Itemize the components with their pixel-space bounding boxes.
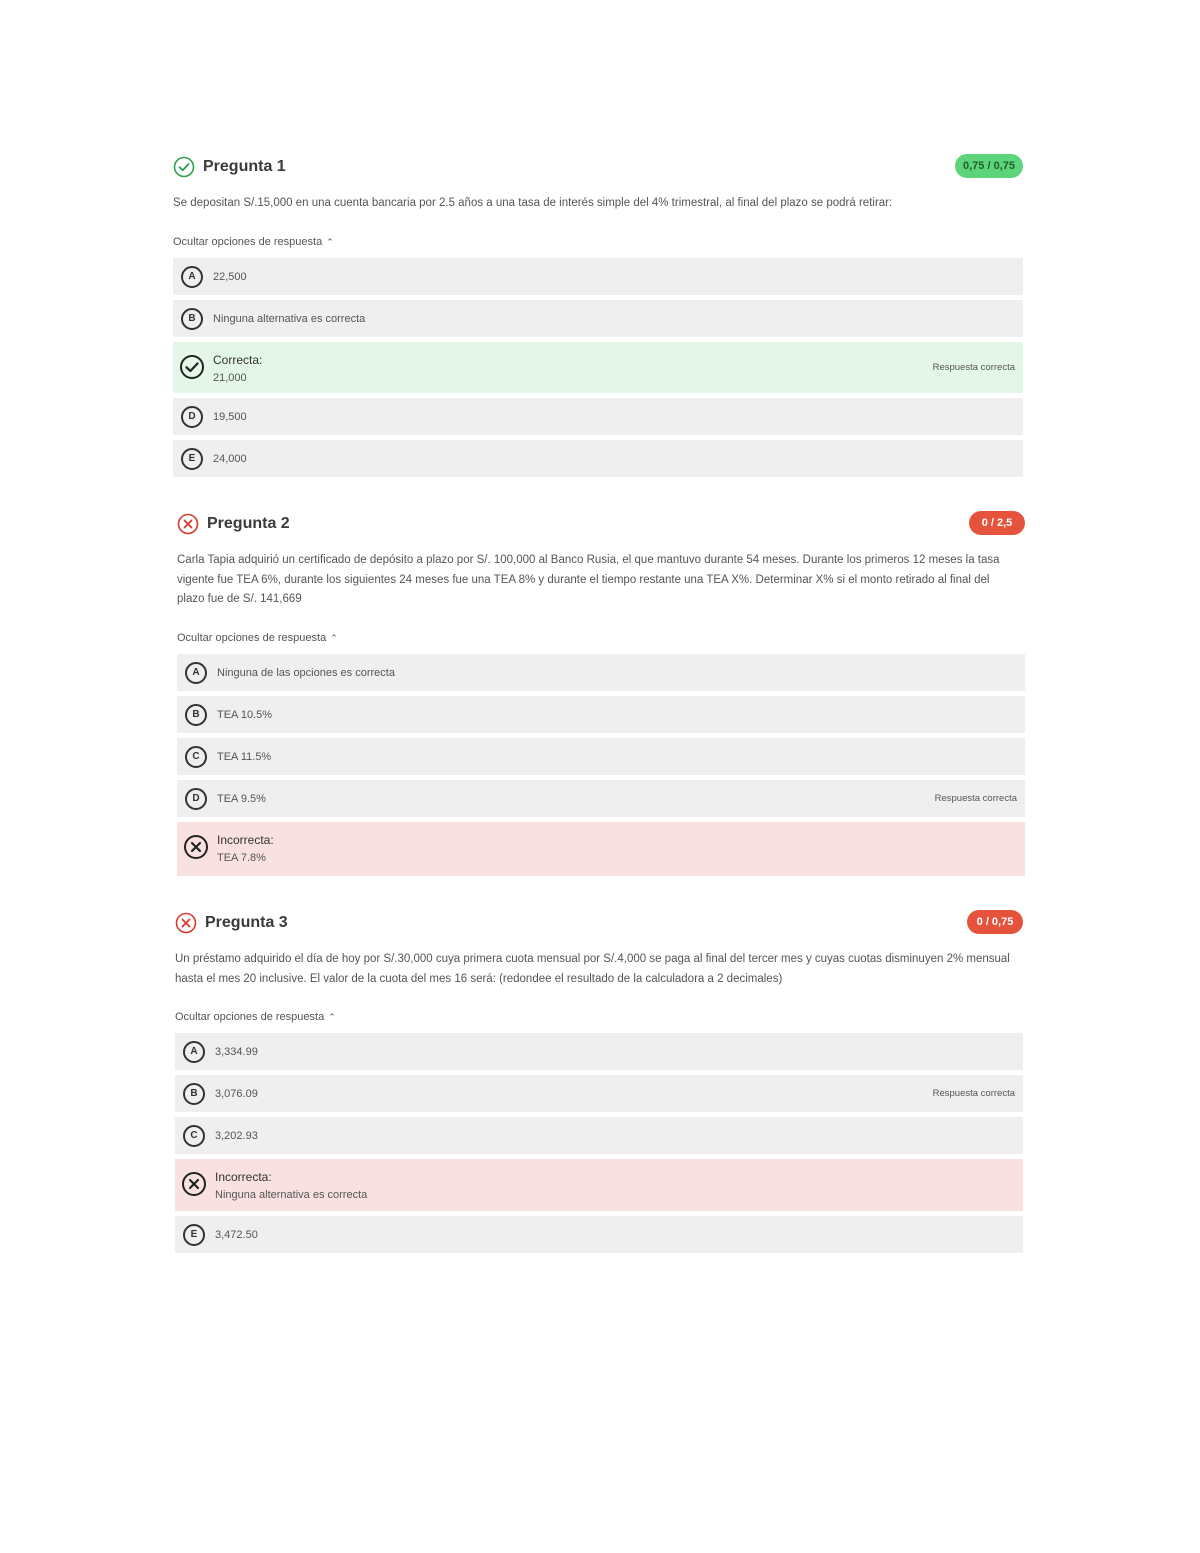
answer-option[interactable] bbox=[177, 654, 1025, 691]
question-1 bbox=[173, 152, 1023, 482]
correct-answer-note: Respuesta correcta bbox=[932, 1088, 1015, 1099]
x-circle-icon bbox=[183, 834, 209, 860]
correct-check-icon bbox=[173, 156, 195, 178]
option-text-block bbox=[213, 351, 262, 387]
score-badge: 0 / 2,5 bbox=[969, 511, 1025, 535]
question-header bbox=[173, 152, 1023, 182]
answer-option-selected-incorrect[interactable] bbox=[175, 1159, 1023, 1211]
answer-status-label: Correcta: bbox=[213, 352, 263, 367]
question-3 bbox=[175, 908, 1023, 1258]
option-letter: D bbox=[185, 788, 207, 810]
question-title: Pregunta 2 bbox=[207, 515, 290, 532]
option-letter: B bbox=[181, 308, 203, 330]
answer-option[interactable] bbox=[173, 398, 1023, 435]
answer-option[interactable] bbox=[177, 780, 1025, 817]
answer-option[interactable] bbox=[177, 738, 1025, 775]
score-badge: 0,75 / 0,75 bbox=[955, 154, 1023, 178]
question-title: Pregunta 1 bbox=[203, 158, 286, 175]
option-text-block bbox=[215, 1168, 367, 1204]
chevron-up-icon: ⌃ bbox=[330, 632, 338, 643]
question-text: Un préstamo adquirido el día de hoy por S/.30,000 cuya primera cuota mensual por S/.4,000 se paga al final del tercer mes y cuyas cuotas disminuyen 2% mensual hasta el mes 20 inclusive. El valor de la cuota del mes 16 será: (redondee el resultado de la calculadora a 2 decimales) bbox=[175, 953, 1010, 985]
option-text: 19,500 bbox=[213, 410, 247, 423]
answer-option-selected-incorrect[interactable] bbox=[177, 822, 1025, 876]
hide-options-toggle[interactable] bbox=[173, 234, 1023, 250]
option-letter: A bbox=[181, 266, 203, 288]
option-letter: A bbox=[183, 1041, 205, 1063]
answer-option[interactable] bbox=[177, 696, 1025, 733]
option-text-block bbox=[217, 831, 274, 867]
question-text: Carla Tapia adquirió un certificado de depósito a plazo por S/. 100,000 al Banco Rusia, el que mantuvo durante 54 meses. Durante los primeros 12 meses la tasa vigente fue TEA 6%, durante los siguientes 24 meses fue una TEA 8% y durante el tiempo restante una TEA X%. Determinar X% si el monto retirado al final del plazo fue de S/. 141,669 bbox=[177, 554, 1000, 605]
incorrect-x-icon bbox=[177, 513, 199, 535]
question-text: Se depositan S/.15,000 en una cuenta bancaria por 2.5 años a una tasa de interés simple del 4% trimestral, al final del plazo se podrá retirar: bbox=[173, 197, 893, 209]
option-text: 21,000 bbox=[213, 371, 247, 384]
question-2 bbox=[177, 509, 1025, 881]
option-letter: D bbox=[181, 406, 203, 428]
answer-option[interactable] bbox=[173, 300, 1023, 337]
option-letter: B bbox=[183, 1083, 205, 1105]
option-text: TEA 7.8% bbox=[217, 851, 266, 864]
correct-answer-note: Respuesta correcta bbox=[934, 792, 1017, 804]
toggle-label: Ocultar opciones de respuesta bbox=[173, 235, 323, 248]
answer-option[interactable] bbox=[175, 1216, 1023, 1253]
option-text: TEA 11.5% bbox=[217, 750, 272, 763]
chevron-up-icon: ⌃ bbox=[326, 236, 334, 247]
option-text: TEA 10.5% bbox=[217, 708, 273, 721]
score-badge: 0 / 0,75 bbox=[967, 910, 1023, 934]
option-text: Ninguna de las opciones es correcta bbox=[217, 666, 395, 679]
hide-options-toggle[interactable] bbox=[175, 1009, 1023, 1025]
option-text: Ninguna alternativa es correcta bbox=[213, 312, 366, 325]
answer-option[interactable] bbox=[175, 1033, 1023, 1070]
answer-option[interactable] bbox=[173, 440, 1023, 477]
answer-option[interactable] bbox=[173, 258, 1023, 295]
option-letter: E bbox=[181, 448, 203, 470]
toggle-label: Ocultar opciones de respuesta bbox=[175, 1011, 325, 1023]
option-text: 3,472.50 bbox=[215, 1229, 258, 1241]
answer-option-selected-correct[interactable] bbox=[173, 342, 1023, 393]
option-text: 22,500 bbox=[213, 270, 247, 283]
option-text: 24,000 bbox=[213, 452, 247, 465]
option-text: Ninguna alternativa es correcta bbox=[215, 1189, 368, 1201]
check-circle-icon bbox=[179, 354, 205, 380]
hide-options-toggle[interactable] bbox=[177, 630, 1025, 646]
option-letter: B bbox=[185, 704, 207, 726]
answer-option[interactable] bbox=[175, 1117, 1023, 1154]
option-text: TEA 9.5% bbox=[217, 792, 266, 805]
option-letter: C bbox=[185, 746, 207, 768]
question-header bbox=[177, 509, 1025, 539]
answer-status-label: Incorrecta: bbox=[215, 1170, 272, 1184]
answer-status-label: Incorrecta: bbox=[217, 832, 274, 847]
toggle-label: Ocultar opciones de respuesta bbox=[177, 631, 327, 644]
option-letter: E bbox=[183, 1224, 205, 1246]
correct-answer-note: Respuesta correcta bbox=[932, 361, 1015, 373]
chevron-up-icon: ⌃ bbox=[328, 1012, 336, 1022]
option-letter: C bbox=[183, 1125, 205, 1147]
option-text: 3,202.93 bbox=[215, 1130, 258, 1142]
option-letter: A bbox=[185, 662, 207, 684]
x-circle-icon bbox=[181, 1171, 207, 1197]
question-header bbox=[175, 908, 1023, 938]
option-text: 3,076.09 bbox=[215, 1088, 258, 1100]
question-title: Pregunta 3 bbox=[205, 914, 288, 931]
option-text: 3,334.99 bbox=[215, 1046, 258, 1058]
answer-option[interactable] bbox=[175, 1075, 1023, 1112]
incorrect-x-icon bbox=[175, 912, 197, 934]
